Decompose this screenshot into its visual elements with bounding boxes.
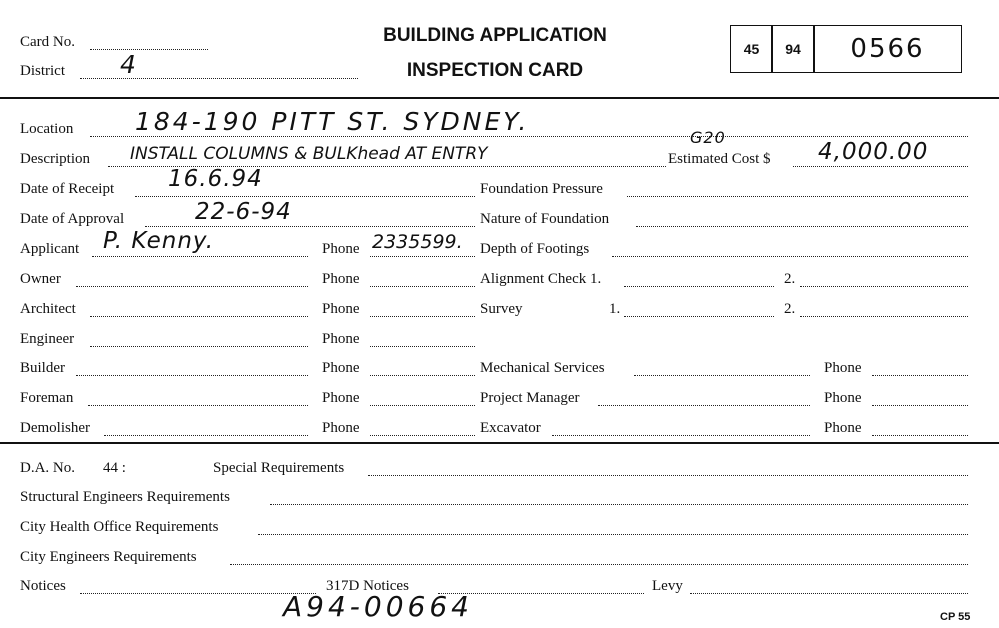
demolisher-phone-line[interactable] [370, 435, 475, 436]
architect-label: Architect [20, 301, 76, 317]
owner-line[interactable] [76, 286, 308, 287]
architect-line[interactable] [90, 316, 308, 317]
builder-line[interactable] [76, 375, 308, 376]
builder-phone-label: Phone [322, 360, 360, 376]
mechanical-phone-label: Phone [824, 360, 862, 376]
nature-foundation-line[interactable] [636, 226, 968, 227]
description-value: INSTALL COLUMNS & BULKhead AT ENTRY [130, 144, 488, 164]
project-manager-line[interactable] [598, 405, 810, 406]
card-box-1-value: 45 [743, 41, 760, 57]
card-box-3 [813, 25, 962, 73]
notices-line[interactable] [80, 593, 316, 594]
alignment-check-label: Alignment Check 1. [480, 271, 602, 287]
location-label: Location [20, 121, 74, 137]
project-manager-label: Project Manager [480, 390, 580, 406]
depth-footings-label: Depth of Footings [480, 241, 590, 257]
structural-label: Structural Engineers Requirements [20, 489, 230, 505]
applicant-phone-line[interactable] [370, 256, 475, 257]
date-approval-line[interactable] [145, 226, 475, 227]
mechanical-line[interactable] [634, 375, 810, 376]
excavator-label: Excavator [480, 420, 541, 436]
foreman-phone-line[interactable] [370, 405, 475, 406]
da-no-value: 44 : [103, 460, 126, 476]
applicant-phone-value: 2335599. [372, 231, 463, 253]
city-engineers-label: City Engineers Requirements [20, 549, 197, 565]
estimated-cost-value: 4,000.00 [818, 139, 929, 165]
handwritten-reference: A94-00664 [283, 590, 473, 623]
mechanical-phone-line[interactable] [872, 375, 968, 376]
health-label: City Health Office Requirements [20, 519, 219, 535]
date-receipt-value: 16.6.94 [168, 166, 263, 192]
foreman-line[interactable] [88, 405, 308, 406]
cp-code: CP 55 [940, 611, 971, 623]
engineer-line[interactable] [90, 346, 308, 347]
notices-317d-label: 317D Notices [326, 578, 409, 594]
applicant-label: Applicant [20, 241, 80, 257]
divider-bottom [0, 442, 999, 444]
date-approval-value: 22-6-94 [195, 199, 292, 225]
owner-phone-line[interactable] [370, 286, 475, 287]
alignment-check-2-label: 2. [784, 271, 796, 287]
demolisher-label: Demolisher [20, 420, 90, 436]
alignment-check-1-line[interactable] [624, 286, 774, 287]
demolisher-phone-label: Phone [322, 420, 360, 436]
applicant-phone-label: Phone [322, 241, 360, 257]
nature-foundation-label: Nature of Foundation [480, 211, 610, 227]
special-requirements-label: Special Requirements [213, 460, 345, 476]
district-value: 4 [120, 50, 137, 79]
date-approval-label: Date of Approval [20, 211, 125, 227]
survey-label: Survey [480, 301, 523, 317]
excavator-phone-label: Phone [824, 420, 862, 436]
card-box-2-value: 94 [785, 41, 801, 57]
structural-line[interactable] [270, 504, 968, 505]
estimated-cost-line[interactable] [793, 166, 968, 167]
city-engineers-line[interactable] [230, 564, 968, 565]
district-label: District [20, 63, 65, 79]
applicant-value: P. Kenny. [103, 228, 215, 254]
survey-1-line[interactable] [624, 316, 774, 317]
location-line[interactable] [90, 136, 968, 137]
location-value: 184-190 PITT ST. SYDNEY. [135, 107, 530, 136]
architect-phone-label: Phone [322, 301, 360, 317]
applicant-line[interactable] [92, 256, 308, 257]
survey-1-label: 1. [609, 301, 621, 317]
survey-2-line[interactable] [800, 316, 968, 317]
engineer-phone-label: Phone [322, 331, 360, 347]
description-label: Description [20, 151, 90, 167]
notices-label: Notices [20, 578, 66, 594]
survey-2-label: 2. [784, 301, 796, 317]
alignment-check-2-line[interactable] [800, 286, 968, 287]
card-box-3-value: 0566 [850, 34, 925, 64]
project-manager-phone-label: Phone [824, 390, 862, 406]
demolisher-line[interactable] [104, 435, 308, 436]
estimated-cost-label: Estimated Cost $ [668, 151, 771, 167]
levy-line[interactable] [690, 593, 968, 594]
builder-label: Builder [20, 360, 65, 376]
special-requirements-line[interactable] [368, 475, 968, 476]
foreman-phone-label: Phone [322, 390, 360, 406]
owner-phone-label: Phone [322, 271, 360, 287]
card-box-1 [730, 25, 773, 73]
depth-footings-line[interactable] [612, 256, 968, 257]
card-box-2 [771, 25, 815, 73]
architect-phone-line[interactable] [370, 316, 475, 317]
engineer-label: Engineer [20, 331, 75, 347]
g20-note: G20 [690, 128, 726, 147]
foundation-pressure-label: Foundation Pressure [480, 181, 603, 197]
card-no-label: Card No. [20, 34, 75, 50]
excavator-line[interactable] [552, 435, 810, 436]
mechanical-label: Mechanical Services [480, 360, 605, 376]
engineer-phone-line[interactable] [370, 346, 475, 347]
card-no-line[interactable] [90, 49, 208, 50]
foreman-label: Foreman [20, 390, 74, 406]
divider-top [0, 97, 999, 99]
levy-label: Levy [652, 578, 683, 594]
builder-phone-line[interactable] [370, 375, 475, 376]
excavator-phone-line[interactable] [872, 435, 968, 436]
date-receipt-label: Date of Receipt [20, 181, 115, 197]
da-no-label: D.A. No. [20, 460, 75, 476]
title-line2: INSPECTION CARD [406, 60, 584, 81]
project-manager-phone-line[interactable] [872, 405, 968, 406]
title-line1: BUILDING APPLICATION [383, 25, 607, 46]
date-receipt-line[interactable] [135, 196, 475, 197]
foundation-pressure-line[interactable] [627, 196, 968, 197]
owner-label: Owner [20, 271, 61, 287]
health-line[interactable] [258, 534, 968, 535]
